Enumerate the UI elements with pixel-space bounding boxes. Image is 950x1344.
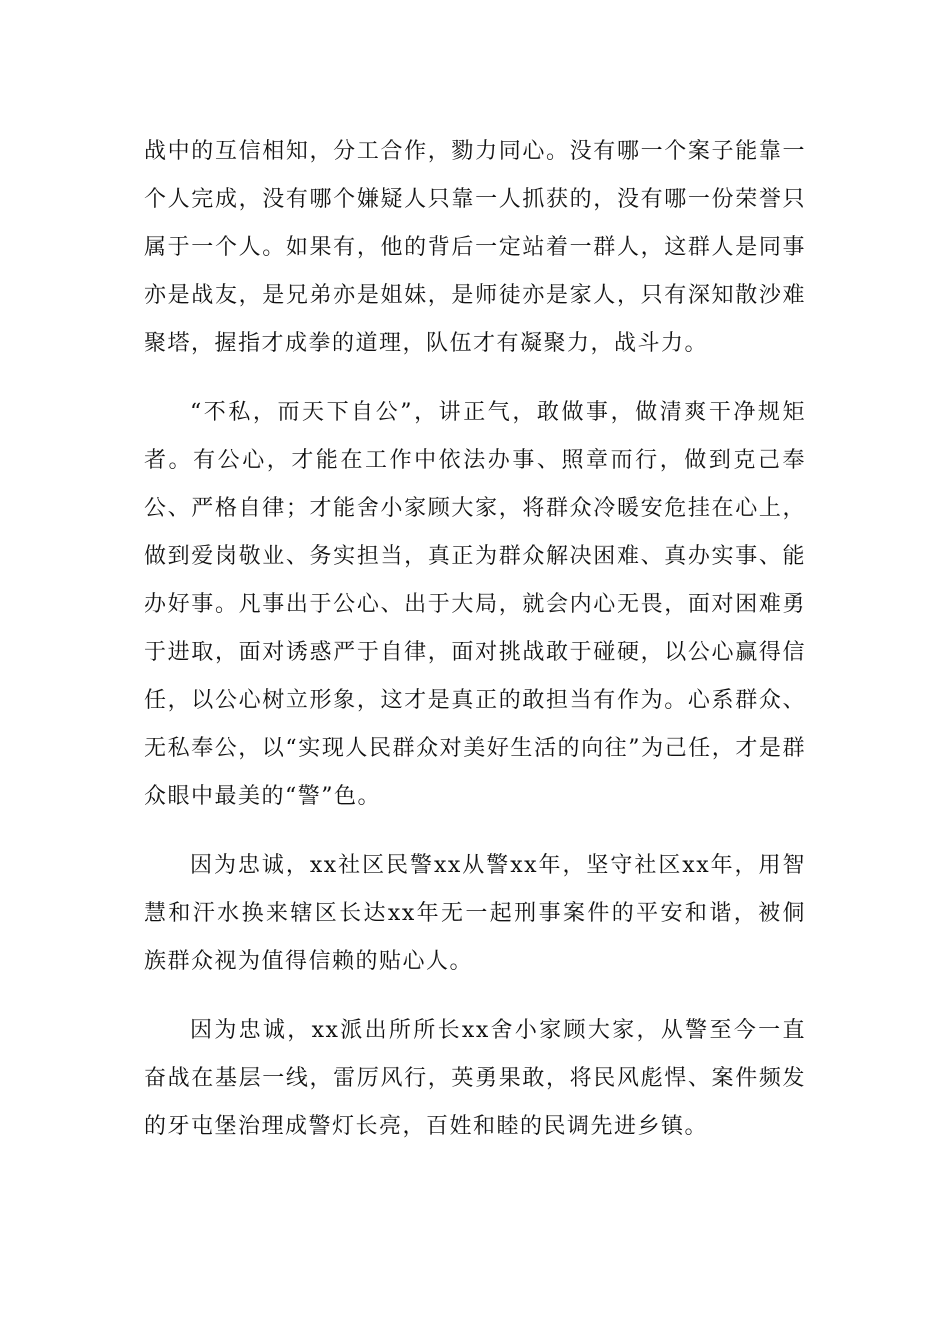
paragraph-4: 因为忠诚，xx派出所所长xx舍小家顾大家，从警至今一直奋战在基层一线，雷厉风行，英勇果敢，将民风彪悍、案件频发的牙屯堡治理成警灯长亮，百姓和睦的民调先进乡镇。 (144, 1018, 806, 1139)
paragraph-2: “不私，而天下自公”，讲正气，敢做事，做清爽干净规矩者。有公心，才能在工作中依法办事、照章而行，做到克己奉公、严格自律；才能舍小家顾大家，将群众冷暖安危挂在心上，做到爱岗敬业、务实担当，真正为群众解决困难、真办实事、能办好事。凡事出于公心、出于大局，就会内心无畏，面对困难勇于进取，面对诱惑严于自律，面对挑战敢于碰硬，以公心赢得信任，以公心树立形象，这才是真正的敢担当有作为。心系群众、无私奉公，以“实现人民群众对美好生活的向往”为己任，才是群众眼中最美的“警”色。 (144, 400, 806, 809)
paragraph-1: 战中的互信相知，分工合作，勠力同心。没有哪一个案子能靠一个人完成，没有哪个嫌疑人只靠一人抓获的，没有哪一份荣誉只属于一个人。如果有，他的背后一定站着一群人，这群人是同事亦是战友，是兄弟亦是姐妹，是师徒亦是家人，只有深知散沙难聚塔，握指才成拳的道理，队伍才有凝聚力，战斗力。 (144, 139, 806, 356)
paragraph-3: 因为忠诚，xx社区民警xx从警xx年，坚守社区xx年，用智慧和汗水换来辖区长达xx年无一起刑事案件的平安和谐，被侗族群众视为值得信赖的贴心人。 (144, 853, 806, 974)
document-body (144, 128, 806, 1172)
